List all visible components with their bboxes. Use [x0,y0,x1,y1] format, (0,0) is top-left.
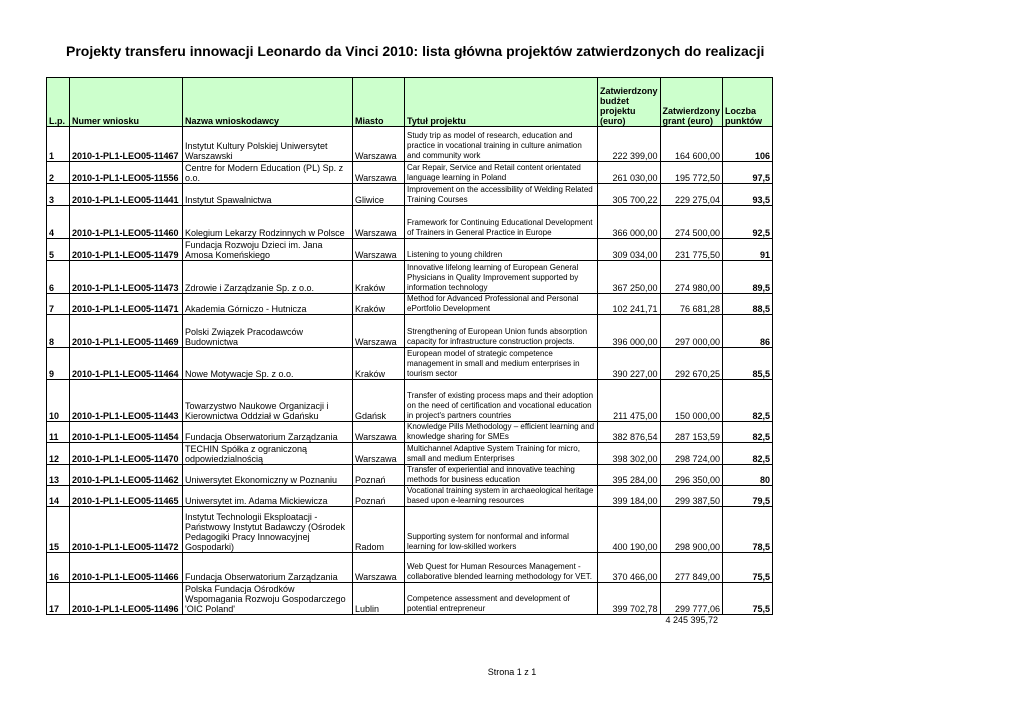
row-title: Framework for Continuing Educational Development of Trainers in General Practice in Europe [405,206,598,239]
row-title: Strengthening of European Union funds absorption capacity for infrastructure construction projects. [405,315,598,348]
table-row [47,507,773,553]
row-title: Study trip as model of research, education and practice in vocational training in culture animation and community work [405,127,598,162]
row-city: Radom [353,507,405,553]
row-points: 82,5 [723,443,773,465]
row-budget: 390 227,00 [598,348,661,380]
row-points: 82,5 [723,422,773,443]
row-city: Warszawa [353,553,405,583]
row-applicant: Centre for Modern Education (PL) Sp. z o.o. [183,162,353,184]
row-grant: 274 500,00 [660,206,723,239]
row-grant: 229 275,04 [660,184,723,206]
row-city: Warszawa [353,443,405,465]
row-number: 2010-1-PL1-LEO05-11441 [70,184,183,206]
row-title: Web Quest for Human Resources Management - collaborative blended learning methodology for VET. [405,553,598,583]
row-city: Lublin [353,583,405,615]
row-number: 2010-1-PL1-LEO05-11443 [70,380,183,422]
row-points: 106 [723,127,773,162]
table-row [47,583,773,615]
row-title: Knowledge Pills Methodology – efficient learning and knowledge sharing for SMEs [405,422,598,443]
row-budget: 395 284,00 [598,465,661,486]
row-grant: 195 772,50 [660,162,723,184]
table-row [47,443,773,465]
row-applicant: Akademia Górniczo - Hutnicza [183,294,353,315]
row-title: Multichannel Adaptive System Training for micro, small and medium Enterprises [405,443,598,465]
row-applicant: Zdrowie i Zarządzanie Sp. z o.o. [183,261,353,294]
table-row [47,184,773,206]
row-number: 2010-1-PL1-LEO05-11460 [70,206,183,239]
row-number: 2010-1-PL1-LEO05-11473 [70,261,183,294]
row-budget: 398 302,00 [598,443,661,465]
row-number: 2010-1-PL1-LEO05-11464 [70,348,183,380]
row-applicant: Towarzystwo Naukowe Organizacji i Kierownictwa Oddział w Gdańsku [183,380,353,422]
row-number: 2010-1-PL1-LEO05-11479 [70,239,183,261]
row-title: European model of strategic competence management in small and medium enterprises in tourism sector [405,348,598,380]
row-grant: 298 724,00 [660,443,723,465]
row-applicant: Uniwersytet im. Adama Mickiewicza [183,486,353,507]
row-lp: 6 [47,261,70,294]
header-budget: Zatwierdzony budżet projektu (euro) [598,78,661,127]
row-applicant: Uniwersytet Ekonomiczny w Poznaniu [183,465,353,486]
table-row [47,315,773,348]
row-number: 2010-1-PL1-LEO05-11467 [70,127,183,162]
row-number: 2010-1-PL1-LEO05-11556 [70,162,183,184]
table-row [47,465,773,486]
row-lp: 3 [47,184,70,206]
row-budget: 102 241,71 [598,294,661,315]
row-city: Gdańsk [353,380,405,422]
row-title: Transfer of existing process maps and their adoption on the need of certification and vocational education in project's partners countries [405,380,598,422]
row-applicant: Instytut Kultury Polskiej Uniwersytet Warszawski [183,127,353,162]
row-budget: 305 700,22 [598,184,661,206]
row-grant: 292 670,25 [660,348,723,380]
row-grant: 231 775,50 [660,239,723,261]
row-lp: 10 [47,380,70,422]
row-number: 2010-1-PL1-LEO05-11454 [70,422,183,443]
row-points: 93,5 [723,184,773,206]
row-applicant: Instytut Technologii Eksploatacji - Państwowy Instytut Badawczy (Ośrodek Pedagogiki Pracy Innowacyjnej Gospodarki) [183,507,353,553]
row-grant: 298 900,00 [660,507,723,553]
row-budget: 400 190,00 [598,507,661,553]
row-title: Car Repair, Service and Retail content orientated language learning in Poland [405,162,598,184]
row-lp: 14 [47,486,70,507]
row-grant: 287 153,59 [660,422,723,443]
row-points: 88,5 [723,294,773,315]
row-number: 2010-1-PL1-LEO05-11470 [70,443,183,465]
row-city: Warszawa [353,206,405,239]
row-budget: 382 876,54 [598,422,661,443]
row-lp: 12 [47,443,70,465]
row-points: 97,5 [723,162,773,184]
header-lp: L.p. [47,78,70,127]
row-grant: 296 350,00 [660,465,723,486]
header-points: Loczba punktów [723,78,773,127]
row-lp: 8 [47,315,70,348]
table-row [47,348,773,380]
row-budget: 399 702,78 [598,583,661,615]
row-grant: 274 980,00 [660,261,723,294]
header-row [47,78,773,127]
row-grant: 150 000,00 [660,380,723,422]
row-points: 80 [723,465,773,486]
row-title: Competence assessment and development of potential entrepreneur [405,583,598,615]
row-grant: 76 681,28 [660,294,723,315]
row-city: Gliwice [353,184,405,206]
page-footer: Strona 1 z 1 [487,667,537,677]
row-points: 92,5 [723,206,773,239]
row-city: Kraków [353,294,405,315]
row-title: Listening to young children [405,239,598,261]
row-lp: 4 [47,206,70,239]
row-points: 85,5 [723,348,773,380]
row-grant: 164 600,00 [660,127,723,162]
row-title: Supporting system for nonformal and informal learning for low-skilled workers [405,507,598,553]
row-city: Kraków [353,348,405,380]
row-points: 86 [723,315,773,348]
row-budget: 222 399,00 [598,127,661,162]
row-lp: 17 [47,583,70,615]
table-row [47,486,773,507]
row-applicant: Nowe Motywacje Sp. z o.o. [183,348,353,380]
row-number: 2010-1-PL1-LEO05-11469 [70,315,183,348]
row-points: 91 [723,239,773,261]
table-row [47,422,773,443]
row-applicant: Fundacja Obserwatorium Zarządzania [183,553,353,583]
header-grant: Zatwierdzony grant (euro) [660,78,723,127]
row-title: Transfer of experiential and innovative teaching methods for business education [405,465,598,486]
row-number: 2010-1-PL1-LEO05-11496 [70,583,183,615]
row-lp: 16 [47,553,70,583]
row-title: Innovative lifelong learning of European General Physicians in Quality Improvement supported by information technology [405,261,598,294]
row-applicant: Kolegium Lekarzy Rodzinnych w Polsce [183,206,353,239]
table-row [47,380,773,422]
total-grant: 4 245 395,72 [665,615,718,625]
row-lp: 11 [47,422,70,443]
row-applicant: Instytut Spawalnictwa [183,184,353,206]
table-row [47,162,773,184]
row-grant: 299 777,06 [660,583,723,615]
row-points: 89,5 [723,261,773,294]
row-city: Warszawa [353,162,405,184]
row-budget: 399 184,00 [598,486,661,507]
table-row [47,294,773,315]
table-row [47,206,773,239]
row-applicant: Fundacja Rozwoju Dzieci im. Jana Amosa Komeńskiego [183,239,353,261]
row-applicant: Polski Związek Pracodawców Budownictwa [183,315,353,348]
row-lp: 2 [47,162,70,184]
table-row [47,127,773,162]
row-points: 79,5 [723,486,773,507]
row-budget: 366 000,00 [598,206,661,239]
row-title: Vocational training system in archaeological heritage based upon e-learning resources [405,486,598,507]
row-budget: 309 034,00 [598,239,661,261]
row-points: 75,5 [723,583,773,615]
row-number: 2010-1-PL1-LEO05-11462 [70,465,183,486]
row-city: Warszawa [353,239,405,261]
row-number: 2010-1-PL1-LEO05-11465 [70,486,183,507]
row-applicant: TECHIN Spółka z ograniczoną odpowiedzialnością [183,443,353,465]
row-lp: 5 [47,239,70,261]
row-points: 82,5 [723,380,773,422]
row-city: Poznań [353,465,405,486]
row-city: Warszawa [353,422,405,443]
row-lp: 13 [47,465,70,486]
row-title: Method for Advanced Professional and Personal ePortfolio Development [405,294,598,315]
row-budget: 370 466,00 [598,553,661,583]
row-lp: 15 [47,507,70,553]
row-applicant: Fundacja Obserwatorium Zarządzania [183,422,353,443]
table-row [47,553,773,583]
row-lp: 9 [47,348,70,380]
row-budget: 261 030,00 [598,162,661,184]
row-budget: 396 000,00 [598,315,661,348]
row-grant: 277 849,00 [660,553,723,583]
row-city: Warszawa [353,127,405,162]
row-points: 75,5 [723,553,773,583]
row-budget: 211 475,00 [598,380,661,422]
row-number: 2010-1-PL1-LEO05-11472 [70,507,183,553]
row-city: Kraków [353,261,405,294]
row-city: Warszawa [353,315,405,348]
row-grant: 299 387,50 [660,486,723,507]
row-number: 2010-1-PL1-LEO05-11466 [70,553,183,583]
row-budget: 367 250,00 [598,261,661,294]
page-title: Projekty transferu innowacji Leonardo da Vinci 2010: lista główna projektów zatwierdzonych do realizacji [66,43,765,59]
row-number: 2010-1-PL1-LEO05-11471 [70,294,183,315]
projects-table [46,77,773,615]
row-lp: 1 [47,127,70,162]
row-title: Improvement on the accessibility of Welding Related Training Courses [405,184,598,206]
table-row [47,261,773,294]
row-lp: 7 [47,294,70,315]
header-city: Miasto [353,78,405,127]
table-row [47,239,773,261]
header-number: Numer wniosku [70,78,183,127]
row-city: Poznań [353,486,405,507]
row-applicant: Polska Fundacja Ośrodków Wspomagania Rozwoju Gospodarczego 'OIC Poland' [183,583,353,615]
header-applicant: Nazwa wnioskodawcy [183,78,353,127]
row-points: 78,5 [723,507,773,553]
row-grant: 297 000,00 [660,315,723,348]
header-project-title: Tytuł projektu [405,78,598,127]
